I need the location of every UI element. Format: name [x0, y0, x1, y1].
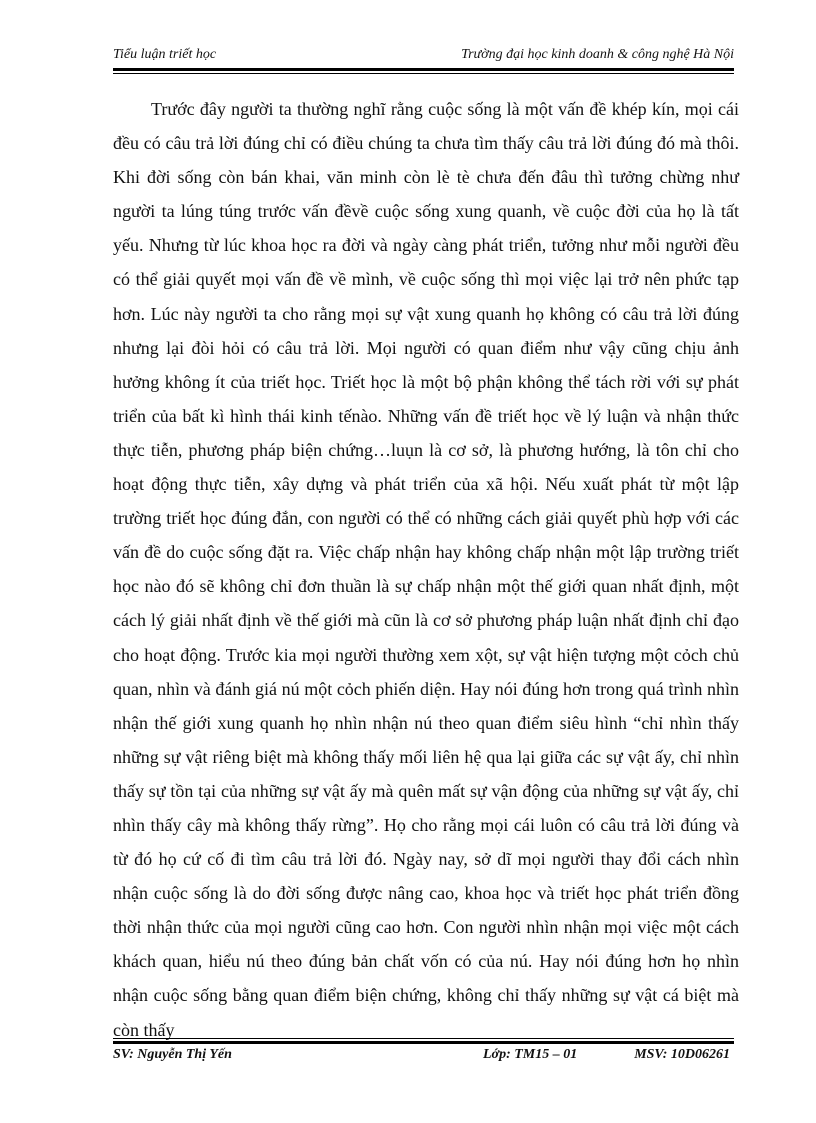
- footer-rule-thin: [113, 1038, 734, 1039]
- footer-student-id: MSV: 10D06261: [634, 1047, 730, 1062]
- footer-rule-thick: [113, 1041, 734, 1044]
- header-rule-thin: [113, 73, 734, 74]
- header-university: Trường đại học kinh doanh & công nghệ Hà Nội: [461, 47, 734, 62]
- header-rule-thick: [113, 68, 734, 71]
- footer-student-name: SV: Nguyễn Thị Yến: [113, 1047, 232, 1062]
- page-header: [113, 47, 734, 67]
- page-footer: [113, 1047, 734, 1067]
- body-paragraph: Trước đây người ta thường nghĩ rằng cuộc sống là một vấn đề khép kín, mọi cái đều có câu trả lời đúng chỉ có điều chúng ta chưa tìm thấy câu trả lời đúng đó mà thôi. Khi đời sống còn bán khai, văn minh còn lè tè chưa đến đâu thì tưởng chừng như người ta lúng túng trước vấn đềvề cuộc sống xung quanh, về cuộc đời của họ là tất yếu. Nhưng từ lúc khoa học ra đời và ngày càng phát triển, tưởng như mỗi người đều có thể giải quyết mọi vấn đề về mình, về cuộc sống thì mọi việc lại trở nên phức tạp hơn. Lúc này người ta cho rằng mọi sự vật xung quanh họ không có câu trả lời đúng nhưng lại đòi hỏi có câu trả lời. Mọi người có quan điểm như vậy cũng chịu ảnh hưởng không ít của triết học. Triết học là một bộ phận không thể tách rời với sự phát triển của bất kì hình thái kinh tếnào. Những vấn đề triết học về lý luận và nhận thức thực tiễn, phương pháp biện chứng…luụn là cơ sở, là phương hướng, là tôn chỉ cho hoạt động thực tiễn, xây dựng và phát triển của xã hội. Nếu xuất phát từ một lập trường triết học đúng đắn, con người có thể có những cách giải quyết phù hợp với các vấn đề do cuộc sống đặt ra. Việc chấp nhận hay không chấp nhận một lập trường triết học nào đó sẽ không chỉ đơn thuần là sự chấp nhận một thế giới quan nhất định, một cách lý giải nhất định về thế giới mà cũn là cơ sở phương pháp luận nhất định chỉ đạo cho hoạt động. Trước kia mọi người thường xem xột, sự vật hiện tượng một cỏch chủ quan, nhìn và đánh giá nú một cỏch phiến diện. Hay nói đúng hơn trong quá trình nhìn nhận thế giới xung quanh họ nhìn nhận nú theo quan điểm siêu hình “chỉ nhìn thấy những sự vật riêng biệt mà không thấy mối liên hệ qua lại giữa các sự vật ấy, chỉ nhìn thấy sự tồn tại của những sự vật ấy mà quên mất sự vận động của những sự vật ấy, chỉ nhìn thấy cây mà không thấy rừng”. Họ cho rằng mọi cái luôn có câu trả lời đúng và từ đó họ cứ cố đi tìm câu trả lời đó. Ngày nay, sở dĩ mọi người thay đổi cách nhìn nhận cuộc sống là do đời sống được nâng cao, khoa học và triết học phát triển đồng thời nhận thức của mọi người cũng cao hơn. Con người nhìn nhận mọi việc một cách khách quan, hiểu nú theo đúng bản chất vốn có của nú. Hay nói đúng hơn họ nhìn nhận cuộc sống bằng quan điểm biện chứng, không chỉ thấy những sự vật cá biệt mà còn thấy: [113, 99, 739, 1040]
- footer-class: Lớp: TM15 – 01: [483, 1047, 578, 1062]
- header-subject: Tiểu luận triết học: [113, 47, 217, 62]
